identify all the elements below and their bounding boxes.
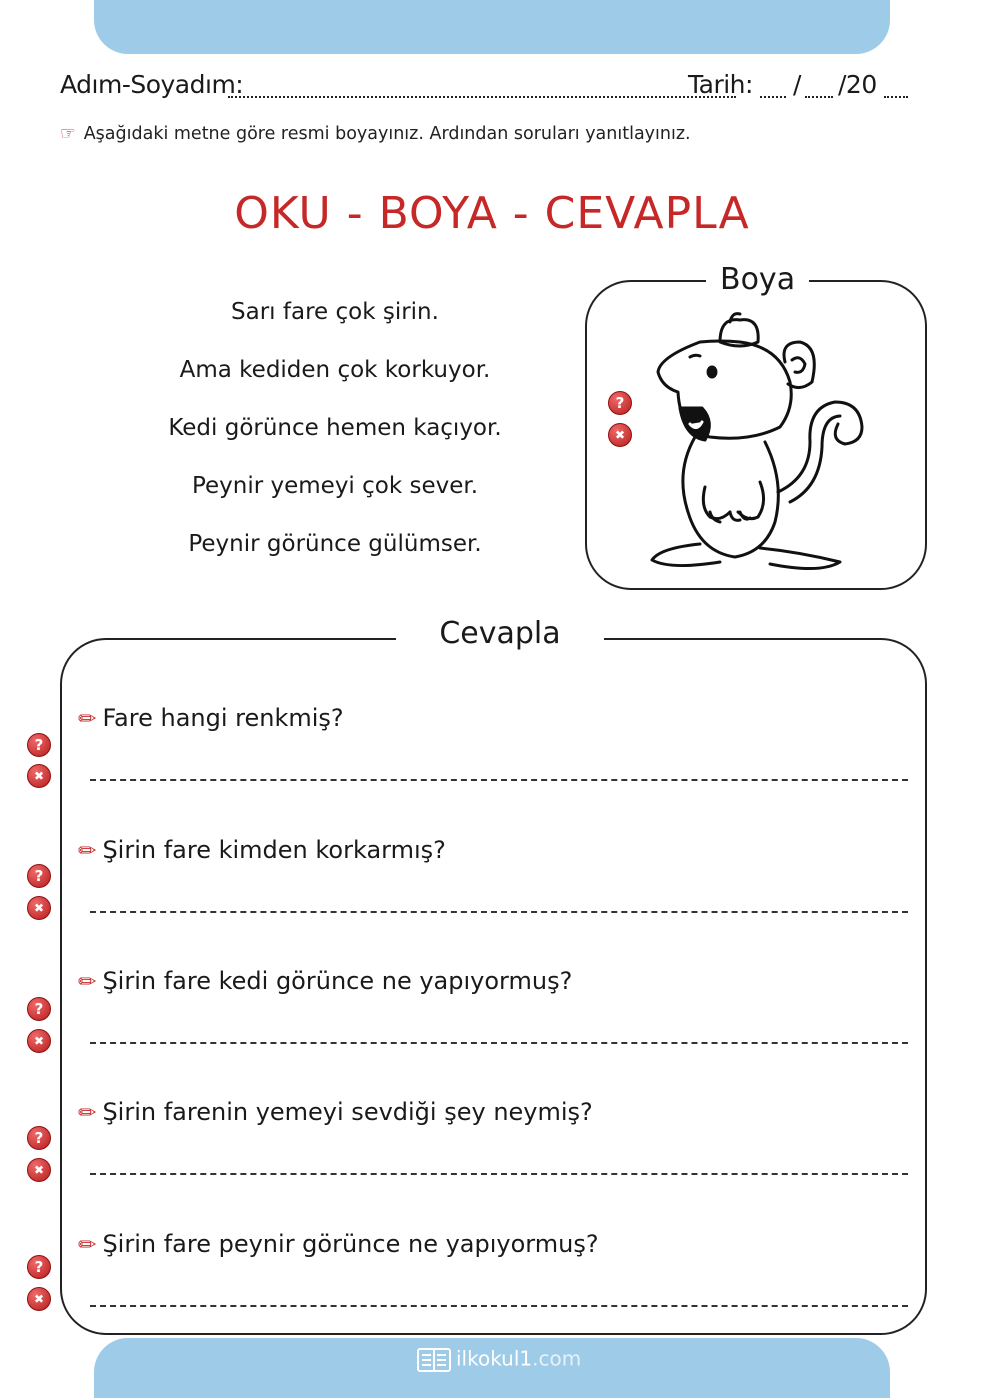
logo-text: ilkokul1 <box>456 1346 533 1371</box>
question-text: Şirin fare kimden korkarmış? <box>102 836 446 864</box>
answer-box-title: Cevapla <box>396 616 604 651</box>
top-banner <box>94 0 890 54</box>
pencil-icon: ✏ <box>78 1101 97 1126</box>
instruction-text: Aşağıdaki metne göre resmi boyayınız. Ardından soruları yanıtlayınız. <box>83 124 691 144</box>
poem-line: Sarı fare çok şirin. <box>231 299 439 325</box>
pencil-icon: ✏ <box>78 1233 97 1258</box>
date-label: Tarih: <box>688 70 753 99</box>
help-icon[interactable]: ? <box>27 997 51 1021</box>
coloring-box-title: Boya <box>706 262 809 297</box>
mouse-drawing <box>640 312 870 582</box>
poem-line: Ama kediden çok korkuyor. <box>179 357 491 383</box>
answer-line-2[interactable] <box>90 911 908 913</box>
name-date-row <box>60 70 910 104</box>
poem-line: Peynir yemeyi çok sever. <box>191 473 479 499</box>
pencil-icon: ✏ <box>78 707 97 732</box>
help-icon[interactable]: ? <box>608 391 632 415</box>
answer-line-4[interactable] <box>90 1173 908 1175</box>
logo-suffix: .com <box>532 1346 582 1371</box>
question-4 <box>78 1098 593 1126</box>
question-text: Şirin fare kedi görünce ne yapıyormuş? <box>102 967 573 995</box>
answer-line-1[interactable] <box>90 779 908 781</box>
close-icon[interactable]: ✖ <box>27 1158 51 1182</box>
help-icon[interactable]: ? <box>27 1255 51 1279</box>
answer-line-5[interactable] <box>90 1305 908 1307</box>
question-1 <box>78 704 344 732</box>
reading-text <box>130 292 540 582</box>
pencil-icon: ✏ <box>78 970 97 995</box>
close-icon[interactable]: ✖ <box>27 896 51 920</box>
close-icon[interactable]: ✖ <box>27 764 51 788</box>
question-2 <box>78 836 446 864</box>
date-separator: / <box>793 70 801 99</box>
site-logo <box>416 1346 581 1376</box>
answer-line-3[interactable] <box>90 1042 908 1044</box>
instruction <box>60 124 691 144</box>
year-field[interactable] <box>884 96 908 98</box>
month-field[interactable] <box>805 96 833 98</box>
close-icon[interactable]: ✖ <box>608 423 632 447</box>
page-title: OKU - BOYA - CEVAPLA <box>234 188 750 239</box>
question-text: Şirin fare peynir görünce ne yapıyormuş? <box>102 1230 599 1258</box>
question-text: Fare hangi renkmiş? <box>102 704 344 732</box>
question-text: Şirin farenin yemeyi sevdiği şey neymiş? <box>102 1098 593 1126</box>
name-field[interactable] <box>228 96 736 98</box>
help-icon[interactable]: ? <box>27 864 51 888</box>
close-icon[interactable]: ✖ <box>27 1029 51 1053</box>
year-prefix: /20 <box>838 70 877 99</box>
question-3 <box>78 967 572 995</box>
poem-line: Peynir görünce gülümser. <box>188 531 482 557</box>
poem-line: Kedi görünce hemen kaçıyor. <box>168 415 502 441</box>
close-icon[interactable]: ✖ <box>27 1287 51 1311</box>
book-icon <box>416 1346 452 1374</box>
pointing-hand-icon: ☞ <box>60 124 76 144</box>
help-icon[interactable]: ? <box>27 733 51 757</box>
help-icon[interactable]: ? <box>27 1126 51 1150</box>
day-field[interactable] <box>760 96 786 98</box>
pencil-icon: ✏ <box>78 839 97 864</box>
question-5 <box>78 1230 599 1258</box>
name-label: Adım-Soyadım: <box>60 70 244 99</box>
